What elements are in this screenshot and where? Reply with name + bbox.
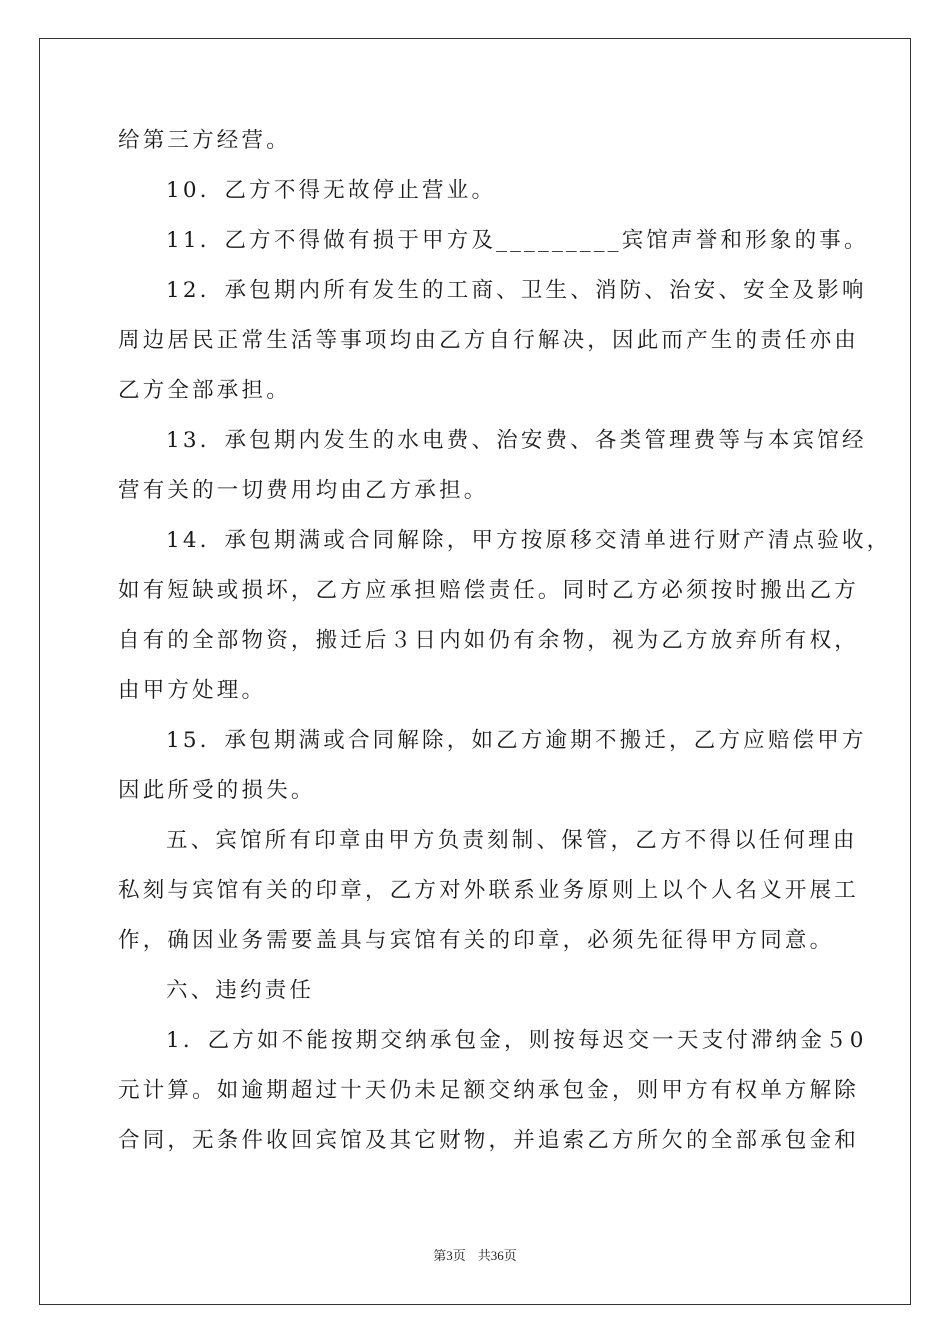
text-line: 13．承包期内发生的水电费、治安费、各类管理费等与本宾馆经: [166, 428, 867, 453]
text-line: 10．乙方不得无故停止营业。: [166, 178, 497, 203]
text-line: 自有的全部物资，搬迁后３日内如仍有余物，视为乙方放弃所有权，: [118, 628, 860, 653]
text-line: 合同，无条件收回宾馆及其它财物，并追索乙方所欠的全部承包金和: [118, 1128, 860, 1153]
text-line: 元计算。如逾期超过十天仍未足额交纳承包金，则甲方有权单方解除: [118, 1078, 860, 1103]
text-line: 1．乙方如不能按期交纳承包金，则按每迟交一天支付滞纳金５0: [166, 1028, 867, 1053]
text-line: 给第三方经营。: [118, 128, 291, 153]
text-line: 五、宾馆所有印章由甲方负责刻制、保管，乙方不得以任何理由: [166, 828, 858, 853]
text-line: 15．承包期满或合同解除，如乙方逾期不搬迁，乙方应赔偿甲方: [166, 728, 867, 753]
text-line: 营有关的一切费用均由乙方承担。: [118, 478, 489, 503]
text-line: 如有短缺或损坏，乙方应承担赔偿责任。同时乙方必须按时搬出乙方: [118, 578, 860, 603]
page-total: 共36页: [477, 1248, 517, 1263]
page-footer: [0, 1248, 950, 1264]
section-heading: 六、违约责任: [166, 978, 315, 1003]
text-line: 由甲方处理。: [118, 678, 267, 703]
text-line: 因此所受的损失。: [118, 778, 316, 803]
text-line: 14．承包期满或合同解除，甲方按原移交清单进行财产清点验收，: [166, 528, 892, 553]
text-line: 11．乙方不得做有损于甲方及_________宾馆声誉和形象的事。: [166, 228, 869, 253]
text-line: 私刻与宾馆有关的印章，乙方对外联系业务原则上以个人名义开展工: [118, 878, 860, 903]
text-line: 周边居民正常生活等事项均由乙方自行解决，因此而产生的责任亦由: [118, 328, 860, 353]
text-line: 12．承包期内所有发生的工商、卫生、消防、治安、安全及影响: [166, 278, 867, 303]
page-number: 第3页: [433, 1248, 466, 1263]
text-line: 作，确因业务需要盖具与宾馆有关的印章，必须先征得甲方同意。: [118, 928, 835, 953]
text-line: 乙方全部承担。: [118, 378, 291, 403]
